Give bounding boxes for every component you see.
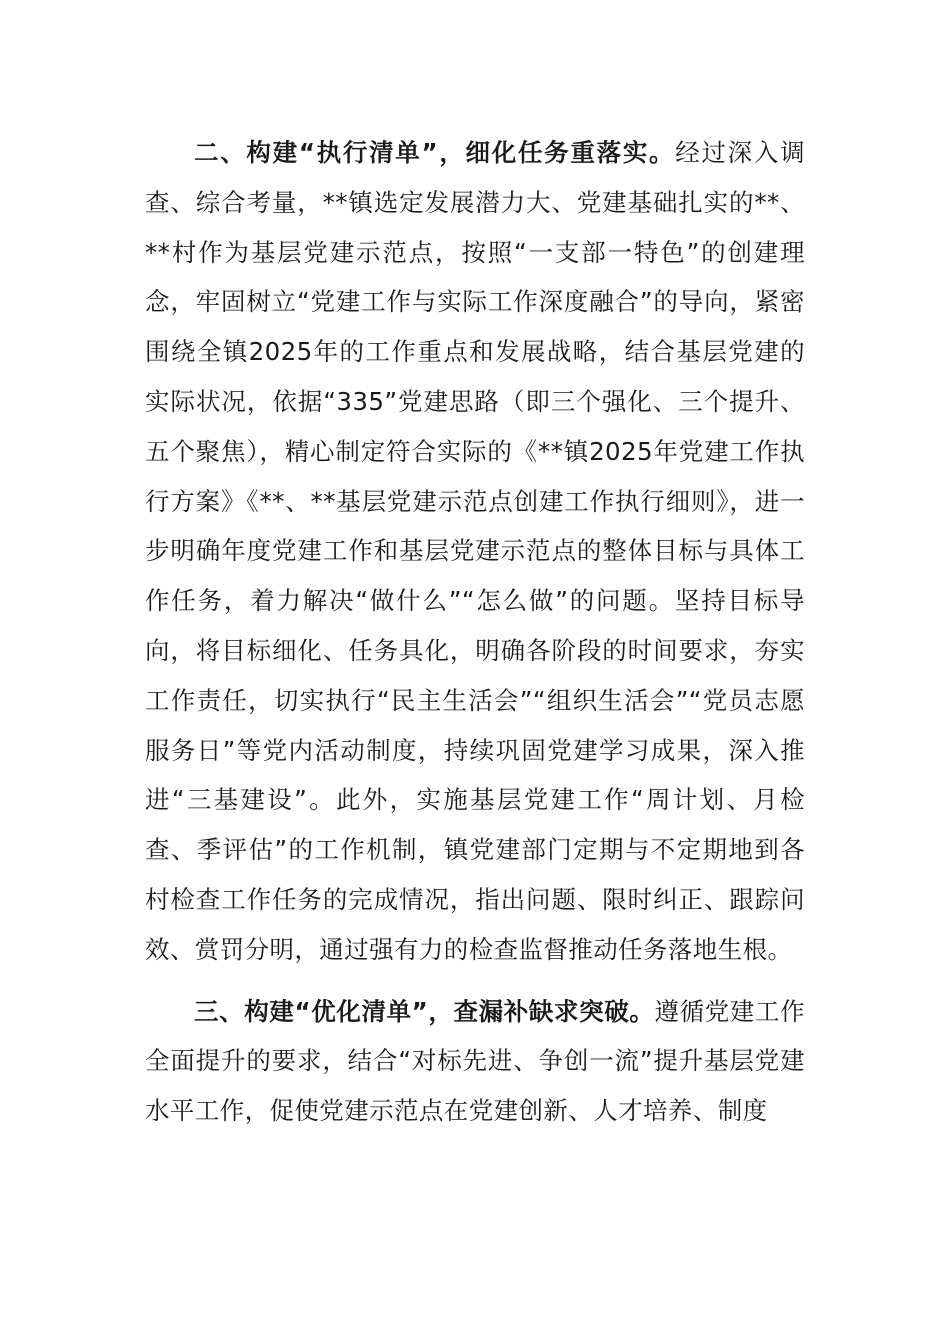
section-text-execution-list: 经过深入调查、综合考量，**镇选定发展潜力大、党建基础扎实的**、**村作为基层党建示范点，按照“一支部一特色”的创建理念，牢固树立“党建工作与实际工作深度融合”的导向，紧密围绕全镇2025年的工作重点和发展战略，结合基层党建的实际状况，依据“335”党建思路（即三个强化、三个提升、五个聚焦），精心制定符合实际的《**镇2025年党建工作执行方案》《**、**基层党建示范点创建工作执行细则》，进一步明确年度党建工作和基层党建示范点的整体目标与具体工作任务，着力解决“做什么”“怎么做”的问题。坚持目标导向，将目标细化、任务具化，明确各阶段的时间要求，夯实工作责任，切实执行“民主生活会”“组织生活会”“党员志愿服务日”等党内活动制度，持续巩固党建学习成果，深入推进“三基建设”。此外，实施基层党建工作“周计划、月检查、季评估”的工作机制，镇党建部门定期与不定期地到各村检查工作任务的完成情况，指出问题、限时纠正、跟踪问效、赏罚分明，通过强有力的检查监督推动任务落地生根。 bbox=[145, 138, 805, 964]
paragraph-execution-list bbox=[145, 128, 805, 975]
section-text-optimization-list: 遵循党建工作全面提升的要求，结合“对标先进、争创一流”提升基层党建水平工作，促使党建示范点在党建创新、人才培养、制度 bbox=[145, 996, 805, 1126]
document-body bbox=[145, 128, 805, 1136]
paragraph-optimization-list bbox=[145, 987, 805, 1136]
section-heading-optimization-list: 三、构建“优化清单”，查漏补缺求突破。 bbox=[194, 996, 655, 1026]
section-heading-execution-list: 二、构建“执行清单”，细化任务重落实。 bbox=[194, 138, 676, 167]
